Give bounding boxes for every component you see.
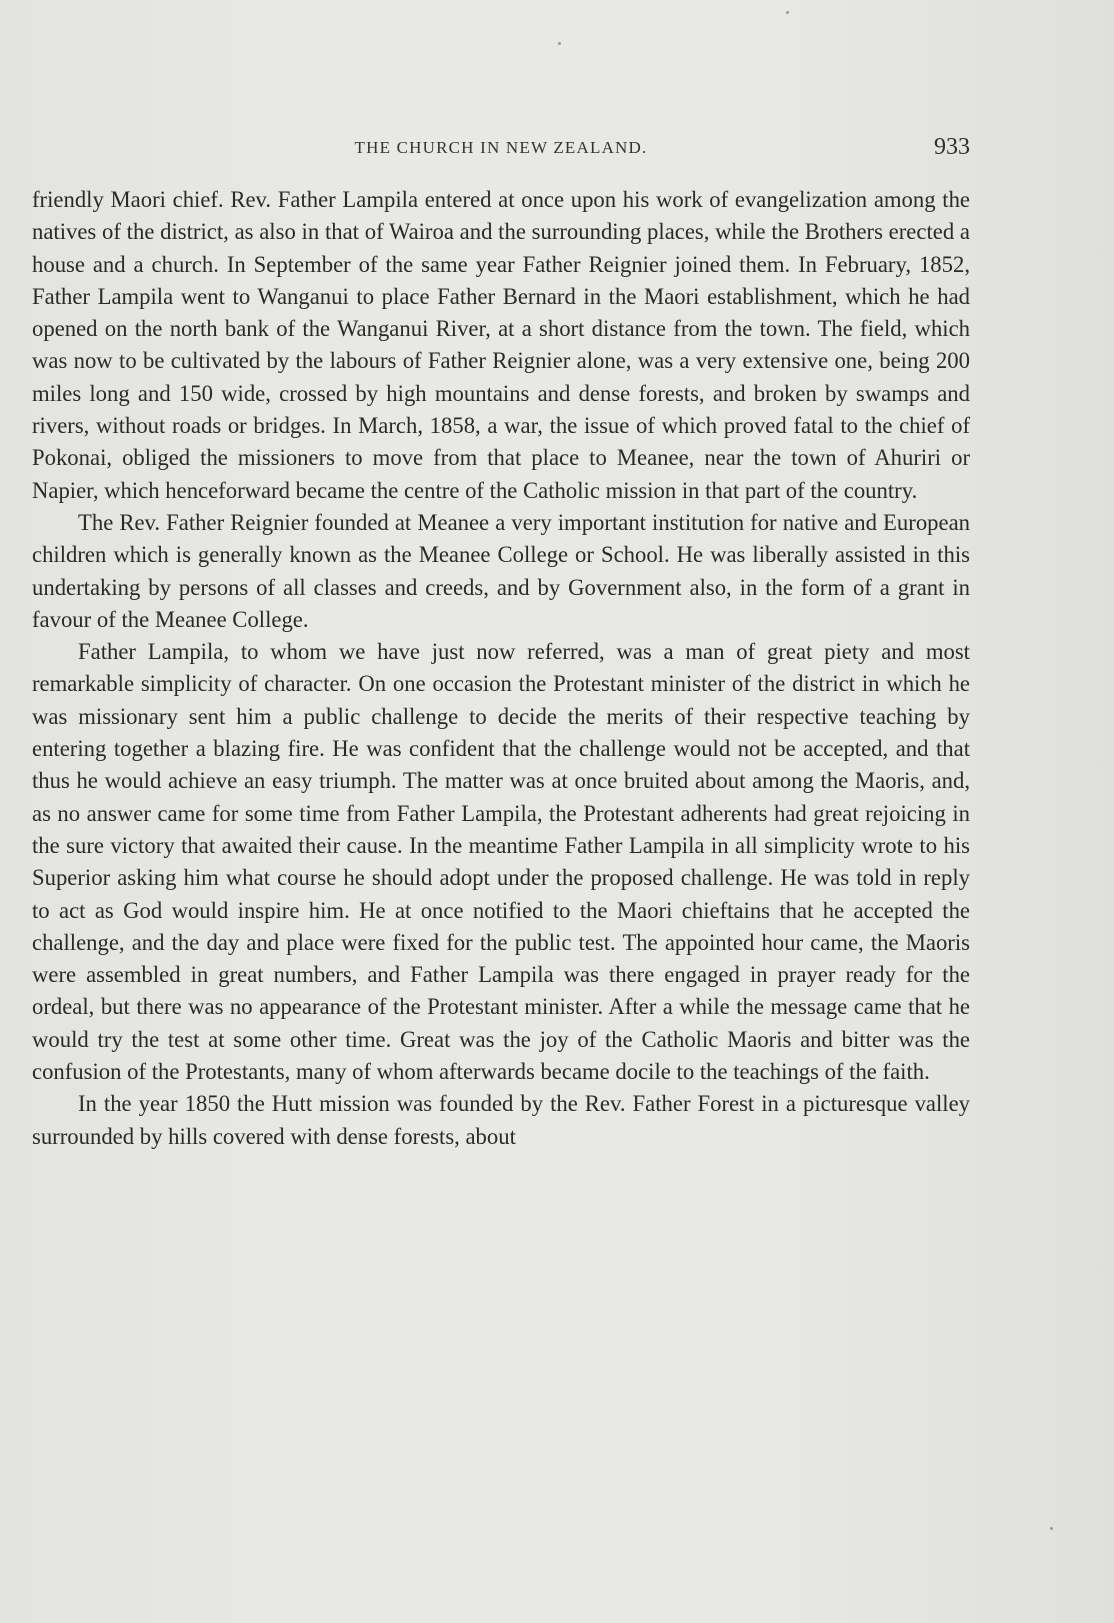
page-number: 933 — [934, 134, 970, 160]
paragraph-hutt-mission: In the year 1850 the Hutt mission was founded by the Rev. Father Forest in a picturesque valley surrounded by hills covered with dense forests, about — [32, 1091, 970, 1149]
paper-speck — [1050, 1527, 1053, 1530]
paragraph-meanee-college: The Rev. Father Reignier founded at Meanee a very important institution for native and European children which is generally known as the Meanee College or School. He was liberally assisted in this undertaking by persons of all classes and creeds, and by Government also, in the form of a grant in favour of the Meanee College. — [32, 509, 970, 632]
paragraph-father-lampila: Father Lampila, to whom we have just now referred, was a man of great piety and most remarkable simplicity of character. On one occasion the Protestant minister of the district in which he was missionary sent him a public challenge to decide the merits of their respective teaching by entering together a blazing fire. He was confident that the challenge would not be accepted, and that thus he would achieve an easy triumph. The matter was at once bruited about among the Maoris, and, as no answer came for some time from Father Lampila, the Protestant adherents had great rejoicing in the sure victory that awaited their cause. In the meantime Father Lampila in all simplicity wrote to his Superior asking him what course he should adopt under the proposed challenge. He was told in reply to act as God would inspire him. He at once notified to the Maori chieftains that he accepted the challenge, and the day and place were fixed for the public test. The appointed hour came, the Maoris were assembled in great numbers, and Father Lampila was there engaged in prayer ready for the ordeal, but there was no appearance of the Protestant minister. After a while the message came that he would try the test at some other time. Great was the joy of the Catholic Maoris and bitter was the confusion of the Protestants, many of whom afterwards became docile to the teachings of the faith. — [32, 639, 970, 1085]
paper-speck — [558, 42, 561, 45]
body-text — [32, 184, 970, 1153]
paper-speck — [786, 11, 789, 14]
running-head: THE CHURCH IN NEW ZEALAND. — [354, 138, 648, 157]
paragraph-continued: friendly Maori chief. Rev. Father Lampila entered at once upon his work of evangelization among the natives of the district, as also in that of Wairoa and the surrounding places, while the Brothers erected a house and a church. In September of the same year Father Reignier joined them. In February, 1852, Father Lampila went to Wanganui to place Father Bernard in the Maori establishment, which he had opened on the north bank of the Wanganui River, at a short distance from the town. The field, which was now to be cultivated by the labours of Father Reignier alone, was a very extensive one, being 200 miles long and 150 wide, crossed by high mountains and dense forests, and broken by swamps and rivers, without roads or bridges. In March, 1858, a war, the issue of which proved fatal to the chief of Pokonai, obliged the missioners to move from that place to Meanee, near the town of Ahuriri or Napier, which henceforward became the centre of the Catholic mission in that part of the country. — [32, 187, 970, 503]
page-header — [32, 134, 970, 168]
